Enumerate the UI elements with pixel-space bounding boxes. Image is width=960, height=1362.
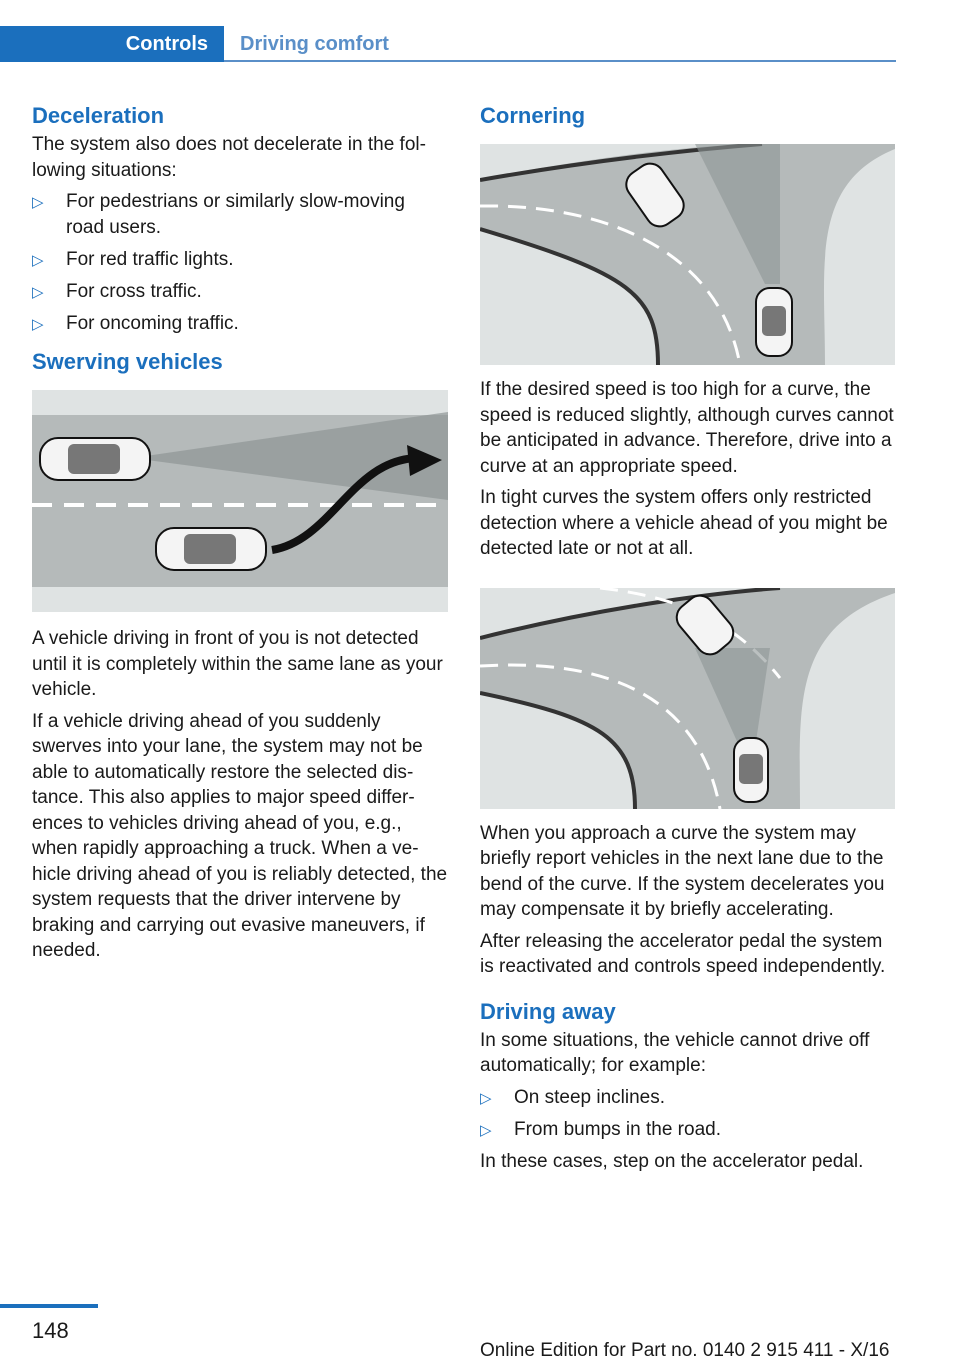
list-item xyxy=(480,1085,896,1111)
list-item xyxy=(32,279,448,305)
driving-away-outro: In these cases, step on the accelerator pedal. xyxy=(480,1150,864,1172)
swerving-paragraph-2: If a vehicle driving ahead of you suddenly swerves into your lane, the system may not be able to automatically restore the selected distance. This also applies to major speed differences to vehicles driving ahead of you, e.g., when rapidly approaching a truck. When a vehicle driving ahead of you is reliably detected, the system requests that the driver intervene by braking and carrying out evasive maneuvers, if needed. xyxy=(32,710,448,961)
triangle-bullet-icon: ▷ xyxy=(480,1121,492,1139)
swerving-paragraph-1: A vehicle driving in front of you is not detected until it is completely within the same lane as your vehicle. xyxy=(32,628,443,700)
triangle-bullet-icon: ▷ xyxy=(32,251,44,269)
deceleration-intro: The system also does not decelerate in the following situations: xyxy=(32,134,426,181)
driving-away-list xyxy=(480,1085,896,1143)
list-item-text: From bumps in the road. xyxy=(514,1118,721,1140)
footer-rule xyxy=(0,1304,98,1308)
list-item-text: For oncoming traffic. xyxy=(66,312,239,334)
cornering-paragraph-4: After releasing the accelerator pedal the system is reactivated and controls speed independently. xyxy=(480,930,886,977)
list-item xyxy=(32,247,448,273)
triangle-bullet-icon: ▷ xyxy=(480,1089,492,1107)
cornering-paragraph-1: If the desired speed is too high for a curve, the speed is reduced slightly, although curves cannot be anticipated in advance. Therefore, drive into a curve at an appropriate speed. xyxy=(480,379,894,477)
triangle-bullet-icon: ▷ xyxy=(32,283,44,301)
page-number: 148 xyxy=(32,1318,69,1343)
cornering-heading: Cornering xyxy=(480,103,586,128)
list-item-text: For red traffic lights. xyxy=(66,248,234,270)
cornering-paragraph-3: When you approach a curve the system may briefly report vehicles in the next lane due to the bend of the curve. If the system decelerates you may compensate it by briefly accelerating. xyxy=(480,822,885,920)
own-car-icon xyxy=(756,288,792,356)
header-section-tab: Controls xyxy=(0,26,224,62)
list-item-text: On steep inclines. xyxy=(514,1086,666,1108)
cornering-illustration-2 xyxy=(480,588,895,809)
swerving-heading: Swerving vehicles xyxy=(32,349,223,374)
cornering-paragraph-2: In tight curves the system offers only restricted detection where a vehicle ahead of you might be detected late or not at all. xyxy=(480,487,888,559)
list-item xyxy=(480,1117,896,1143)
triangle-bullet-icon: ▷ xyxy=(32,315,44,333)
edition-text: Online Edition for Part no. 0140 2 915 411 - X/16 xyxy=(480,1340,890,1361)
list-item-text: For cross traffic. xyxy=(66,280,202,302)
car-swerving-icon xyxy=(156,528,266,570)
header-rule xyxy=(224,60,896,62)
driving-away-heading: Driving away xyxy=(480,998,616,1024)
header-subsection: Driving comfort xyxy=(240,32,389,55)
car-ahead-icon xyxy=(40,438,150,480)
driving-away-intro: In some situations, the vehicle cannot drive off automatically; for example: xyxy=(480,1029,870,1076)
deceleration-list xyxy=(32,189,448,336)
own-car-icon xyxy=(734,738,768,802)
list-item-text: For pedestrians or similarly slow-moving road users. xyxy=(66,191,405,238)
cornering-illustration-1 xyxy=(480,144,895,365)
list-item xyxy=(32,311,448,337)
list-item xyxy=(32,189,448,240)
swerving-vehicles-illustration xyxy=(32,390,448,612)
deceleration-heading: Deceleration xyxy=(32,103,165,128)
triangle-bullet-icon: ▷ xyxy=(32,194,44,211)
left-column xyxy=(32,100,448,970)
right-column xyxy=(480,100,896,1180)
